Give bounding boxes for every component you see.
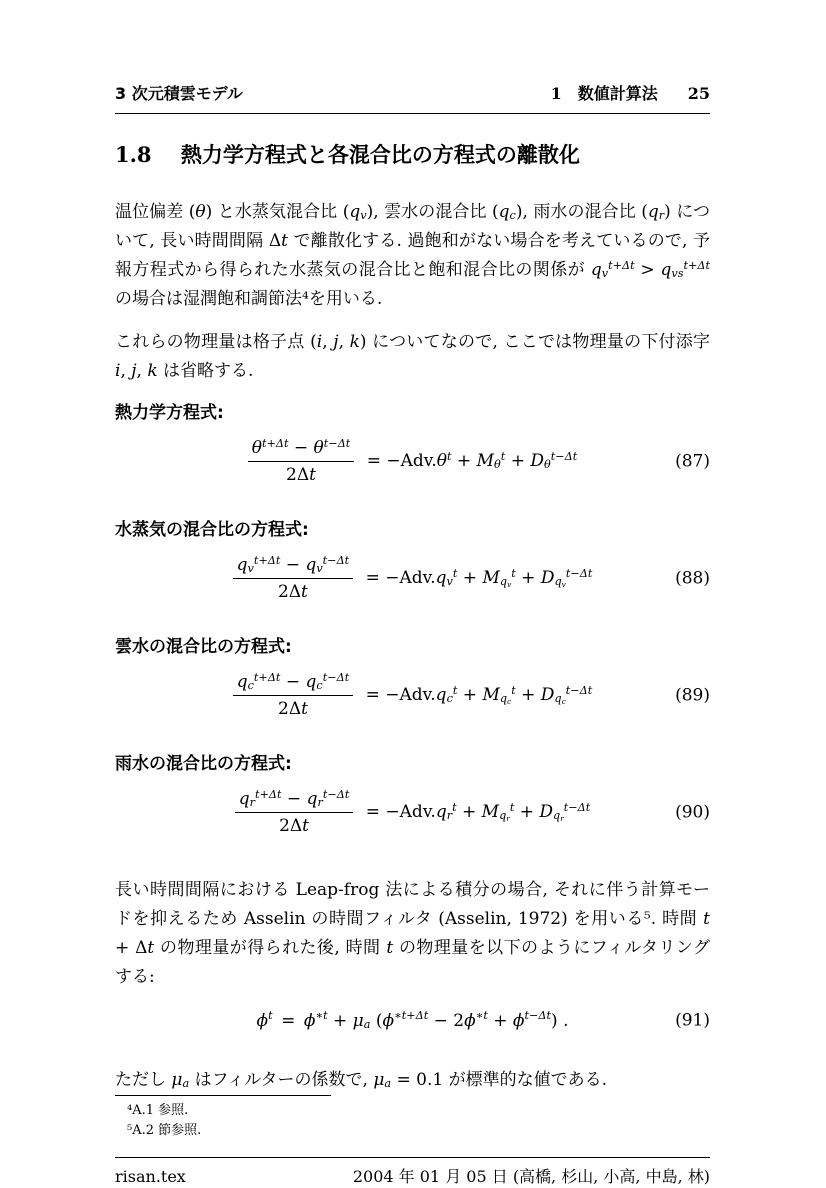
fraction [235,787,354,838]
footer-date-authors: 2004 年 01 月 05 日 (高橋, 杉山, 小高, 中島, 林) [352,1167,710,1186]
paragraph-gridpoint-note: これらの物理量は格子点 (i, j, k) についてなので, ここでは物理量の下付添字 i, j, k は省略する. [115,332,711,381]
page-header [115,84,710,114]
equation-heading: 水蒸気の混合比の方程式: [115,520,309,540]
paragraph-intro: 温位偏差 (θ) と水蒸気混合比 $(q_v)$, 雲水の混合比 $(q_c)$, 雨水の混合比 $(q_r)$ について, 長い時間間隔 Δt で離散化する. 過飽和がない場合を考えているので, 予報方程式から得られた水蒸気の混合比と飽和混合比の関係が $q_v^{t+\Delta t} > q_{vs}^{t+\Delta t}$ の場合は湿潤飽和調節法⁴を用いる. [115,202,710,309]
section-title [115,142,710,168]
fraction [233,553,354,604]
equation-87 [115,436,710,487]
fraction [233,670,354,721]
equation-89 [115,670,710,721]
footer-filename: risan.tex [115,1167,186,1186]
fraction-numerator: $q_v^{t+\Delta t} - q_v^{t-\Delta t}$ [233,553,354,579]
equation-body: $\phi^t$ = $\phi^{∗t} + \mu_a$ $(\phi^{∗t+\Delta t} - 2\phi^{∗t} + \phi^{t-\Delta t})$ . [256,1009,569,1031]
equation-body [233,670,593,721]
paragraph-asselin-filter: 長い時間間隔における Leap-frog 法による積分の場合, それに伴う計算モードを抑えるため Asselin の時間フィルタ (Asselin, 1972) を用いる⁵. 時間 t + Δt の物理量が得られた後, 時間 t の物理量を以下のようにフィルタリングする: [115,880,710,987]
fraction-denominator: 2Δt [278,699,308,719]
footnotes [115,1095,710,1141]
equation-block-rain-water-mixing-ratio [115,737,710,854]
page-footer [115,1157,710,1188]
section-title-text: 熱力学方程式と各混合比の方程式の離散化 [180,143,580,167]
equation-rhs: = $-Adv.\theta^t + M_\theta^t + D_\theta^{t-\Delta t}$ [366,449,578,472]
footnote-5: ⁵A.2 節参照. [127,1123,202,1138]
fraction-denominator: 2Δt [277,582,308,602]
equation-number: (88) [675,568,710,588]
header-right [551,84,710,104]
equation-body [233,553,593,604]
equation-rhs: = $-Adv.q_c^t + M_{q_c}^t + D_{q_c}^{t-\Delta t}$ [365,683,593,707]
section-number: 1.8 [115,142,152,167]
equation-91 [115,1004,710,1038]
equation-88 [115,553,710,604]
equation-90 [115,787,710,838]
equation-block-thermodynamic [115,386,710,503]
paragraph-filter-coefficient: ただし $\mu_a$ はフィルターの係数で, $\mu_a = 0.1$ が標準的な値である. [115,1070,608,1091]
fraction-denominator: 2Δt [279,816,309,836]
fraction [248,436,355,487]
equation-body [248,436,578,487]
equation-heading: 熱力学方程式: [115,403,224,423]
equation-heading: 雲水の混合比の方程式: [115,637,292,657]
fraction-numerator: $q_r^{t+\Delta t} - q_r^{t-\Delta t}$ [235,787,354,813]
equation-rhs: = $-Adv.q_r^t + M_{q_r}^t + D_{q_r}^{t-\Delta t}$ [365,800,591,824]
equation-number: (91) [675,1010,710,1031]
fraction-numerator: $\theta^{t+\Delta t} - \theta^{t-\Delta t}$ [248,436,355,462]
fraction-numerator: $q_c^{t+\Delta t} - q_c^{t-\Delta t}$ [233,670,354,696]
equation-block-vapor-mixing-ratio [115,503,710,620]
footnote-4: ⁴A.1 参照. [127,1103,189,1118]
page-number: 25 [687,84,710,103]
footnote-rule [115,1095,331,1096]
equation-number: (87) [675,451,710,471]
equation-number: (90) [675,802,710,822]
fraction-denominator: 2Δt [286,465,316,485]
equation-block-cloud-water-mixing-ratio [115,620,710,737]
equation-body [235,787,591,838]
equation-number: (89) [675,685,710,705]
header-section-title: 数値計算法 [577,84,658,103]
header-section-number: 1 [550,84,562,103]
equation-heading: 雨水の混合比の方程式: [115,754,292,774]
header-left-title: 3 次元積雲モデル [115,84,243,103]
equation-rhs: = $-Adv.q_v^t + M_{q_v}^t + D_{q_v}^{t-\Delta t}$ [365,566,593,590]
